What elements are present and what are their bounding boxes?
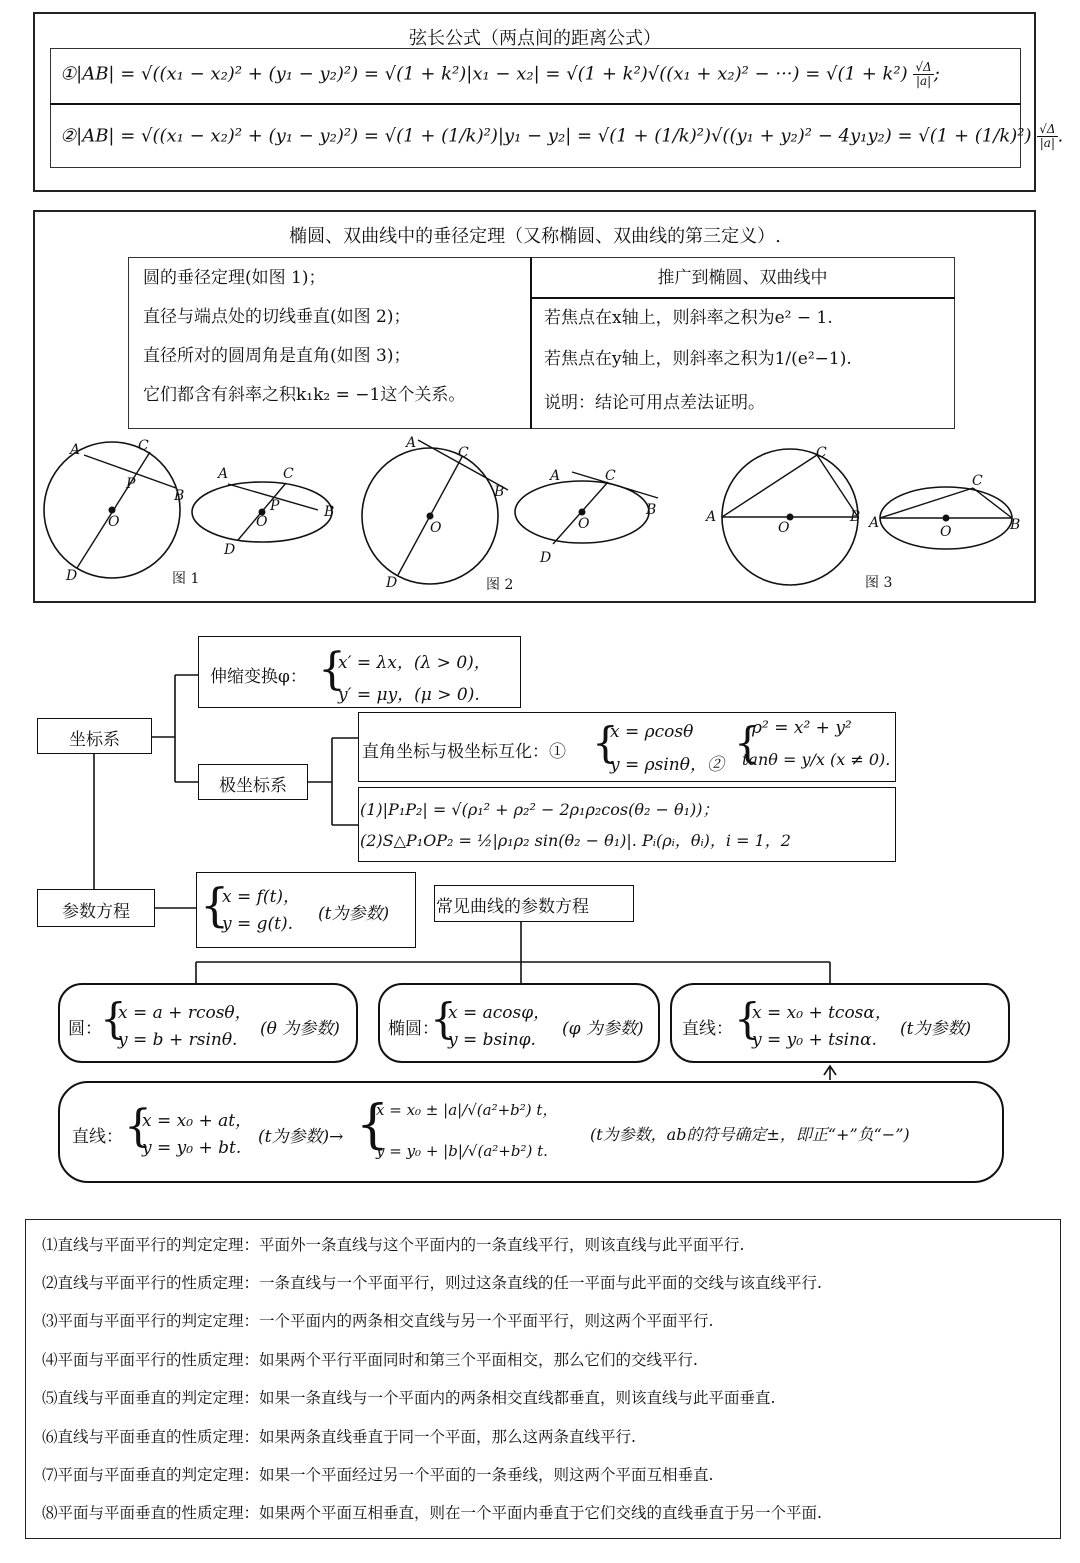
theorem-left-line-1: 圆的垂径定理(如图 1)； (143, 268, 326, 288)
chord-formula-1-end: ; (933, 63, 940, 85)
fig2-label-D: D (386, 575, 398, 591)
figure-2-circle (362, 435, 508, 591)
fig2e-label-O: O (578, 516, 590, 532)
conversion-eq-2a: ρ² = x² + y² (752, 718, 852, 738)
theorem-right-line-2: 若焦点在y轴上，则斜率之积为1/(e²−1). (544, 349, 852, 369)
fig2e-label-B: B (646, 502, 657, 518)
line-general-arrow: (t为参数)→ (258, 1127, 344, 1147)
chord-length-title: 弦长公式（两点间的距离公式） (409, 28, 661, 49)
fig3e-label-A: A (869, 515, 880, 531)
fig1e-label-C: C (283, 466, 294, 482)
theorem-left-line-3: 直径所对的圆周角是直角(如图 3)； (143, 346, 411, 366)
line-param-note: (t为参数) (900, 1019, 972, 1039)
chord-formula-1 (60, 61, 940, 88)
theorem-item: ⑵直线与平面平行的性质定理：一条直线与一个平面平行，则过这条直线的任一平面与此平面的交线与该直线平行. (42, 1274, 822, 1292)
ellipse-param-eq-2: y = bsinφ. (448, 1030, 536, 1050)
fig3e-label-B: B (1010, 517, 1021, 533)
fig3-label-A: A (706, 509, 717, 525)
theorem-right-header: 推广到椭圆、双曲线中 (657, 268, 828, 288)
general-param-eq-1: x = f(t)， (222, 887, 301, 907)
theorem-figures (0, 430, 1080, 600)
conversion-eq-2b: tanθ = y/x (x ≠ 0). (742, 750, 891, 769)
line-general-brace-1: { (124, 1101, 152, 1152)
figure-1-caption: 图 1 (172, 571, 200, 587)
conversion-eq-1a: x = ρcosθ (610, 722, 694, 742)
fig3e-label-C: C (972, 473, 983, 489)
ellipse-param-eq-1: x = acosφ， (448, 1003, 551, 1023)
param-label: 参数方程 (62, 902, 130, 922)
conversion-brace-1: { (592, 718, 619, 767)
fig1-label-C: C (138, 438, 149, 454)
fig3-label-C: C (816, 445, 827, 461)
conversion-brace-2: { (734, 718, 761, 767)
theorem-table-hdivider (530, 297, 955, 299)
stretch-eq-2: y′ = μy，(μ > 0). (338, 685, 480, 705)
fig1e-label-B: B (324, 504, 335, 520)
chord-formula-1-text: ①|AB| = √((x₁ − x₂)² + (y₁ − y₂)²) = √(1 + k²)|x₁ − x₂| = √(1 + k²)√((x₁ + x₂)² − ···) = √(1 + k²) (60, 63, 908, 85)
fig2-label-A: A (406, 435, 417, 451)
figure-3-ellipse (867, 473, 1020, 549)
fig2e-label-A: A (550, 468, 561, 484)
stretch-label: 伸缩变换φ： (210, 667, 307, 687)
line-param-eq-2: y = y₀ + tsinα. (752, 1030, 877, 1050)
fig2-label-B: B (494, 484, 505, 500)
circle-param-eq-1: x = a + rcosθ， (118, 1003, 252, 1023)
frac-num: √Δ (915, 60, 932, 74)
polar-label: 极坐标系 (219, 776, 287, 796)
general-param-brace: { (200, 878, 230, 932)
theorem-left-line-2: 直径与端点处的切线垂直(如图 2)； (143, 307, 411, 327)
chord-formula-2-frac (1037, 123, 1057, 150)
conversion-eq-1b: y = ρsinθ，② (610, 755, 724, 775)
fig1-label-A: A (70, 442, 81, 458)
line-general-eq-1: x = x₀ + at， (142, 1111, 253, 1131)
fig1e-label-P: P (270, 498, 280, 514)
line-general-eq-3: x = x₀ ± |a|/√(a²+b²) t， (376, 1101, 558, 1119)
theorem-left-line-4: 它们都含有斜率之积k₁k₂ = −1这个关系。 (143, 385, 466, 405)
chord-formula-2 (60, 123, 1063, 150)
line-general-eq-2: y = y₀ + bt. (142, 1138, 242, 1158)
general-param-eq-2: y = g(t). (222, 914, 294, 934)
chord-formula-2-end: . (1057, 125, 1064, 147)
fig1e-label-O: O (256, 514, 268, 530)
line-param-eq-1: x = x₀ + tcosα， (752, 1003, 892, 1023)
theorem-right-line-3: 说明：结论可用点差法证明。 (544, 393, 765, 413)
theorem-item: ⑹直线与平面垂直的性质定理：如果两条直线垂直于同一个平面，那么这两条直线平行. (42, 1428, 636, 1446)
fig1-label-B: B (174, 488, 185, 504)
perpendicular-theorem-title: 椭圆、双曲线中的垂径定理（又称椭圆、双曲线的第三定义）. (289, 226, 781, 247)
solid-geometry-section (25, 1219, 1061, 1539)
theorem-item: ⑷平面与平面平行的性质定理：如果两个平行平面同时和第三个平面相交，那么它们的交线平行. (42, 1351, 698, 1369)
theorem-item: ⑴直线与平面平行的判定定理：平面外一条直线与这个平面内的一条直线平行，则该直线与此平面平行. (42, 1236, 745, 1254)
figure-2-ellipse (515, 468, 658, 566)
circle-param-brace: { (100, 994, 127, 1043)
fig3-label-B: B (850, 509, 861, 525)
fig1-label-P: P (126, 476, 136, 492)
fig3-label-O: O (778, 520, 790, 536)
fig2e-label-D: D (540, 550, 552, 566)
chord-table-divider (50, 103, 1021, 105)
fig1e-label-D: D (224, 542, 236, 558)
stretch-brace: { (318, 644, 346, 695)
figure-3-caption: 图 3 (865, 575, 893, 591)
fig2e-label-C: C (605, 468, 616, 484)
chord-formula-2-text: ②|AB| = √((x₁ − x₂)² + (y₁ − y₂)²) = √(1 + (1/k)²)|y₁ − y₂| = √(1 + (1/k)²)√((y₁ + y₂)² − 4y₁y₂) = √(1 + (1/k)²) (60, 125, 1032, 147)
line-general-label: 直线： (72, 1127, 123, 1147)
circle-param-note: (θ 为参数) (260, 1019, 340, 1039)
fig2-label-O: O (430, 520, 442, 536)
line-general-eq-4: y = y₀ + |b|/√(a²+b²) t. (376, 1142, 548, 1160)
conversion-label: 直角坐标与极坐标互化：① (362, 742, 566, 762)
theorem-item: ⑺平面与平面垂直的判定定理：如果一个平面经过另一个平面的一条垂线，则这两个平面互相垂直. (42, 1466, 714, 1484)
chord-formula-1-frac (913, 61, 933, 88)
ellipse-param-label: 椭圆： (388, 1019, 439, 1039)
line-param-label: 直线： (682, 1019, 733, 1039)
stretch-eq-1: x′ = λx，(λ > 0)， (338, 653, 491, 673)
theorem-item: ⑻平面与平面垂直的性质定理：如果两个平面互相垂直，则在一个平面内垂直于它们交线的直线垂直于另一个平面. (42, 1504, 822, 1522)
theorem-item: ⑸直线与平面垂直的判定定理：如果一条直线与一个平面内的两条相交直线都垂直，则该直线与此平面垂直. (42, 1389, 776, 1407)
fig3e-label-O: O (940, 524, 952, 540)
circle-param-eq-2: y = b + rsinθ. (118, 1030, 238, 1050)
fig1e-label-A: A (218, 466, 229, 482)
line-general-note: (t为参数，ab的符号确定±，即正“+”负“−”) (590, 1125, 910, 1144)
figure-2-caption: 图 2 (486, 577, 514, 593)
figure-1-ellipse (192, 466, 334, 558)
common-curves-label: 常见曲线的参数方程 (436, 897, 589, 917)
fig1-label-D: D (66, 568, 78, 584)
theorem-right-line-1: 若焦点在x轴上，则斜率之积为e² − 1. (544, 308, 833, 328)
circle-param-label: 圆： (68, 1019, 102, 1039)
line-param-brace: { (734, 994, 761, 1043)
polar-distance-eq: (1)|P₁P₂| = √(ρ₁² + ρ₂² − 2ρ₁ρ₂cos(θ₂ − θ₁))； (360, 800, 719, 819)
frac-den: |a| (1039, 136, 1055, 150)
frac-den: |a| (915, 74, 932, 88)
frac-num: √Δ (1039, 122, 1056, 136)
fig1-label-O: O (108, 514, 120, 530)
line-general-brace-2: { (356, 1095, 390, 1155)
ellipse-param-brace: { (430, 994, 457, 1043)
ellipse-param-note: (φ 为参数) (562, 1019, 644, 1039)
coord-system-label: 坐标系 (69, 730, 120, 750)
polar-area-eq: (2)S△P₁OP₂ = ½|ρ₁ρ₂ sin(θ₂ − θ₁)|. Pᵢ(ρᵢ，θᵢ)，i = 1，2 (360, 831, 791, 850)
fig2-label-C: C (458, 445, 469, 461)
figure-3-circle (704, 445, 860, 585)
theorem-item: ⑶平面与平面平行的判定定理：一个平面内的两条相交直线与另一个平面平行，则这两个平面平行. (42, 1312, 714, 1330)
figure-1-circle (44, 438, 184, 584)
general-param-note: (t为参数) (318, 904, 390, 924)
